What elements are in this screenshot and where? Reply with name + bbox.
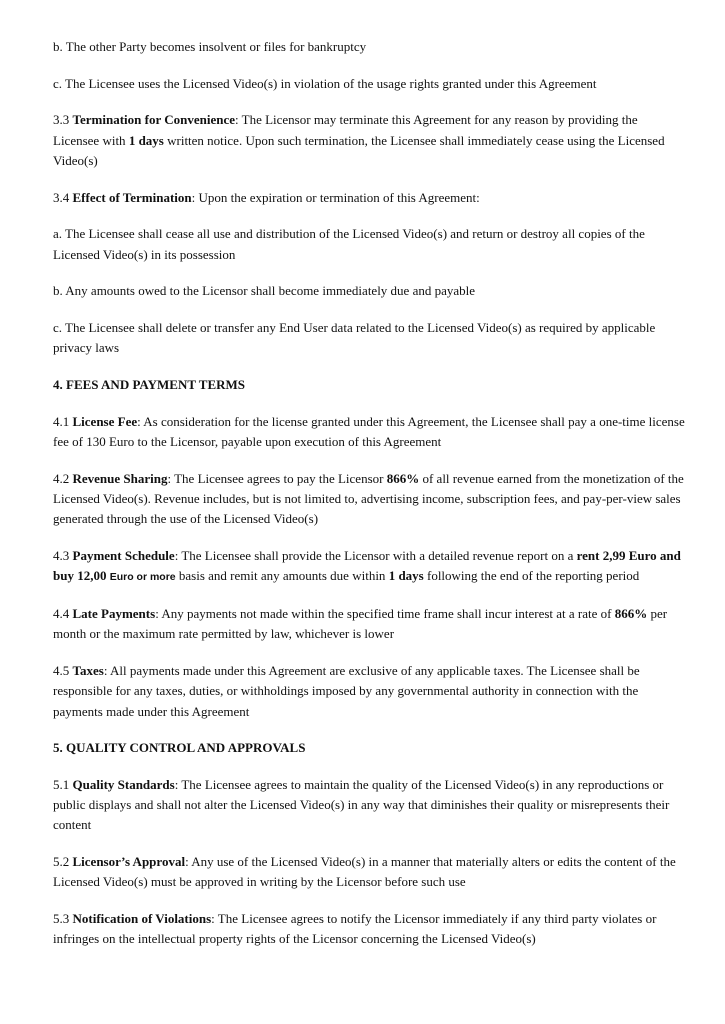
clause-title: Termination for Convenience xyxy=(72,112,235,128)
clause-title: License Fee xyxy=(72,413,138,429)
clause-4-3: 4.3 Payment Schedule: The Licensee shall provide the Licensor with a detailed revenue report on a rent 2,99 Euro and buy 12,00 Euro or more basis and remit any amounts due within 1 days following the end of the reporting period xyxy=(53,547,681,584)
clause-4-5: 4.5 Taxes: All payments made under this Agreement are exclusive of any applicable taxes. The Licensee shall be responsible for any taxes, duties, or withholdings imposed by any governmental authority in connection with the payments made under this Agreement xyxy=(53,662,640,719)
clause-3-2-c: c. The Licensee uses the Licensed Video(s) in violation of the usage rights granted under this Agreement xyxy=(53,75,597,91)
clause-title: Payment Schedule xyxy=(72,547,175,563)
clause-title: Effect of Termination xyxy=(72,189,192,205)
clause-title: Revenue Sharing xyxy=(72,470,168,486)
clause-3-2-b: b. The other Party becomes insolvent or files for bankruptcy xyxy=(53,39,367,54)
clause-4-4: 4.4 Late Payments: Any payments not made within the specified time frame shall incur interest at a rate of 866% per month or the maximum rate permitted by law, whichever is lower xyxy=(53,605,668,642)
clause-title: Notification of Violations xyxy=(72,911,212,927)
section-heading-4: 4. FEES AND PAYMENT TERMS xyxy=(53,377,246,392)
clause-5-3: 5.3 Notification of Violations: The Licensee agrees to notify the Licensor immediately if any third party violates or infringes on the intellectual property rights of the Licensor concerning the Licensed Video(s) xyxy=(53,911,657,947)
clause-title: Quality Standards xyxy=(72,776,175,792)
clause-title: Late Payments xyxy=(72,605,156,621)
clause-4-1: 4.1 License Fee: As consideration for the license granted under this Agreement, the Licensee shall pay a one-time license fee of 130 Euro to the Licensor, payable upon execution of this Agreement xyxy=(53,413,685,449)
clause-title: Taxes xyxy=(72,662,104,678)
clause-4-2: 4.2 Revenue Sharing: The Licensee agrees to pay the Licensor 866% of all revenue earned from the monetization of the Licensed Video(s). Revenue includes, but is not limited to, advertising income, subscription fees, and pay-per-view sales generated through the use of the Licensed Video(s) xyxy=(53,470,684,527)
clause-3-4-b: b. Any amounts owed to the Licensor shall become immediately due and payable xyxy=(53,283,476,299)
clause-title: Licensor’s Approval xyxy=(72,854,186,870)
clause-3-4-c: c. The Licensee shall delete or transfer any End User data related to the Licensed Video(s) as required by applicable privacy laws xyxy=(53,320,656,356)
clause-5-2: 5.2 Licensor’s Approval: Any use of the Licensed Video(s) in a manner that materially alters or edits the content of the Licensed Video(s) must be approved in writing by the Licensor before such use xyxy=(53,854,676,890)
clause-3-4: 3.4 Effect of Termination: Upon the expiration or termination of this Agreement: xyxy=(53,189,480,205)
clause-5-1: 5.1 Quality Standards: The Licensee agrees to maintain the quality of the Licensed Video(s) in any reproductions or public displays and shall not alter the Licensed Video(s) in any way that diminishes their quality or misrepresents their content xyxy=(53,776,670,833)
clause-3-3: 3.3 Termination for Convenience: The Licensor may terminate this Agreement for any reason by providing the Licensee with 1 days written notice. Upon such termination, the Licensee shall immediately cease using the Licensed Video(s) xyxy=(53,112,665,168)
section-heading-5: 5. QUALITY CONTROL AND APPROVALS xyxy=(53,740,306,756)
clause-3-4-a: a. The Licensee shall cease all use and distribution of the Licensed Video(s) and return or destroy all copies of the Licensed Video(s) in its possession xyxy=(53,226,645,262)
